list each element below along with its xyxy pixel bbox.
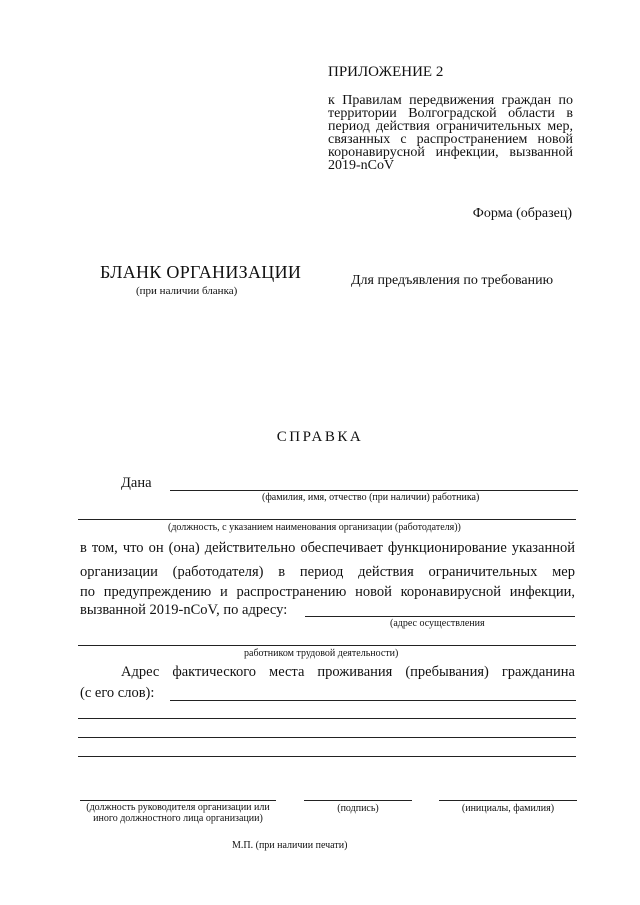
address-caption-2: работником трудовой деятельности) xyxy=(244,648,399,659)
appendix-text: к Правилам передвижения граждан по территории Волгоградской области в период действия ограничительных мер, связанных с распространением новой коронавирусной инфекции, вызванной 2019-nCoV xyxy=(328,93,573,173)
org-blank-subtitle: (при наличии бланка) xyxy=(136,285,238,297)
document-title: СПРАВКА xyxy=(276,429,364,445)
appendix-title: ПРИЛОЖЕНИЕ 2 xyxy=(328,64,444,80)
body-line-3: по предупреждению и распространению новой коронавирусной инфекции, xyxy=(80,584,575,600)
issued-to-label: Дана xyxy=(121,475,152,491)
org-blank-title: БЛАНК ОРГАНИЗАЦИИ xyxy=(100,262,302,282)
residence-line-b xyxy=(78,718,576,719)
form-label: Форма (образец) xyxy=(472,206,572,221)
issued-to-line xyxy=(170,490,578,491)
position-caption: (должность, с указанием наименования организации (работодателя)) xyxy=(168,522,461,533)
residence-line-d xyxy=(78,756,576,757)
initials-line xyxy=(439,800,577,801)
body-line-1: в том, что он (она) действительно обеспечивает функционирование указанной xyxy=(80,540,575,556)
address-caption: (адрес осуществления xyxy=(390,618,485,629)
present-note: Для предъявления по требованию xyxy=(351,273,554,288)
initials-caption: (инициалы, фамилия) xyxy=(461,803,555,814)
body-line-4: вызванной 2019-nCoV, по адресу: xyxy=(80,602,288,618)
signer-position-caption: (должность руководителя организации или иного должностного лица организации) xyxy=(86,802,270,824)
position-line xyxy=(78,519,576,520)
signature-caption: (подпись) xyxy=(337,803,379,814)
residence-line-2: (с его слов): xyxy=(80,685,155,701)
body-line-2: организации (работодателя) в период действия ограничительных мер xyxy=(80,564,575,580)
signature-line xyxy=(304,800,412,801)
residence-line-a xyxy=(170,700,576,701)
residence-line-1: Адрес фактического места проживания (пребывания) гражданина xyxy=(121,664,575,680)
stamp-note: М.П. (при наличии печати) xyxy=(232,840,348,851)
signer-position-line xyxy=(80,800,276,801)
residence-line-c xyxy=(78,737,576,738)
address-line-2 xyxy=(78,645,576,646)
issued-to-caption: (фамилия, имя, отчество (при наличии) работника) xyxy=(262,492,480,503)
address-line xyxy=(305,616,575,617)
